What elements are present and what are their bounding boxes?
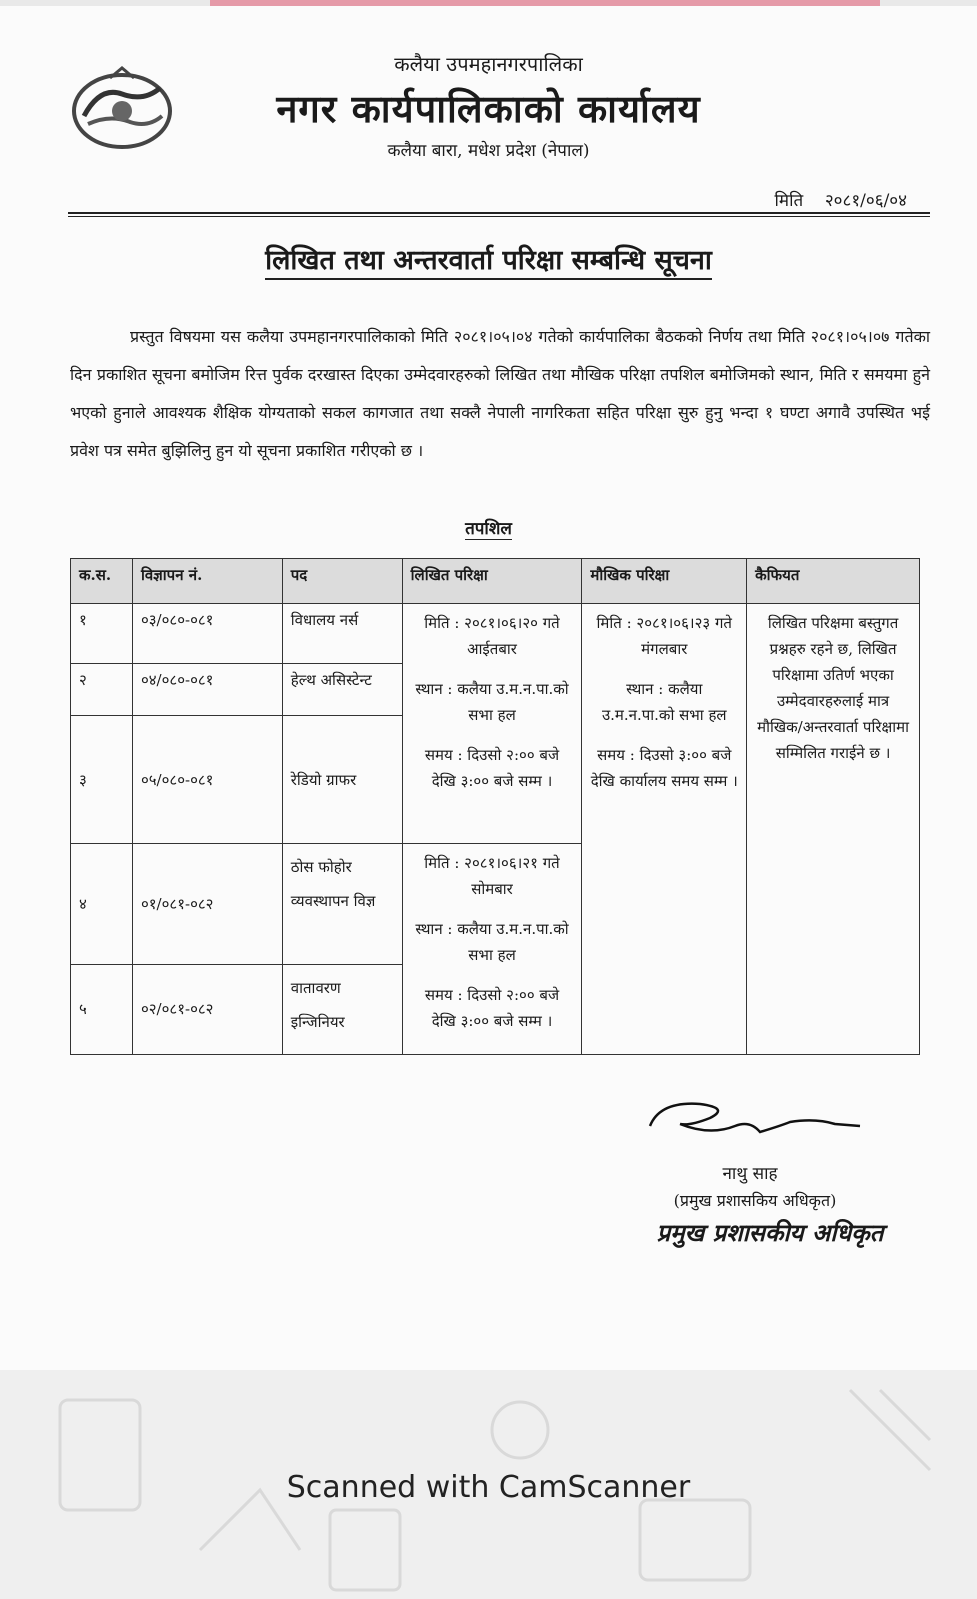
oral-exam-cell xyxy=(582,604,747,1055)
row-post: ठोस फोहोर व्यवस्थापन विज्ञ xyxy=(282,844,402,965)
written-1-place: स्थान : कलैया उ.म.न.पा.को सभा हल xyxy=(415,680,569,724)
date-label: मिति xyxy=(774,191,804,211)
header-post: पद xyxy=(282,559,402,604)
header-remarks: कैफियत xyxy=(747,559,920,604)
row-sn: ५ xyxy=(71,964,133,1054)
remarks-text: लिखित परिक्षमा बस्तुगत प्रश्नहरु रहने छ, लिखित परिक्षामा उतिर्ण भएका उम्मेदवारहरुलाई मात्र मौखिक/अन्तरवार्ता परिक्षामा सम्मिलित गराईने छ । xyxy=(757,614,909,762)
header-oral-exam: मौखिक परिक्षा xyxy=(582,559,747,604)
office-name: नगर कार्यपालिकाको कार्यालय xyxy=(276,86,701,131)
oral-time: समय : दिउसो ३:०० बजे देखि कार्यालय समय सम्म । xyxy=(590,746,738,790)
row-sn: २ xyxy=(71,664,133,716)
written-2-time: समय : दिउसो २:०० बजे देखि ३:०० बजे सम्म । xyxy=(424,986,560,1030)
date-value: २०८१/०६/०४ xyxy=(824,191,907,211)
row-ad-no: ०४/०८०-०८१ xyxy=(132,664,282,716)
signatory-title: (प्रमुख प्रशासकिय अधिकृत) xyxy=(673,1191,837,1210)
issue-date xyxy=(775,188,907,211)
written-1-date: मिति : २०८१।०६।२० गते आईतबार xyxy=(424,614,560,658)
row-ad-no: ०५/०८०-०८१ xyxy=(132,716,282,844)
row-post: हेल्थ असिस्टेन्ट xyxy=(282,664,402,716)
written-2-date: मिति : २०८१।०६।२१ गते सोमबार xyxy=(424,854,560,898)
oral-place: स्थान : कलैया उ.म.न.पा.को सभा हल xyxy=(601,680,727,724)
row-post: वातावरण इन्जिनियर xyxy=(282,964,402,1054)
remarks-cell xyxy=(747,604,920,1055)
row-ad-no: ०१/०८१-०८२ xyxy=(132,844,282,965)
row-sn: १ xyxy=(71,604,133,664)
table-caption: तपशिल xyxy=(465,519,512,539)
oral-date: मिति : २०८१।०६।२३ गते मंगलबार xyxy=(596,614,732,658)
signatory-name: नाथु साह xyxy=(722,1164,778,1184)
row-ad-no: ०३/०८०-०८१ xyxy=(132,604,282,664)
header-ad-no: विज्ञापन नं. xyxy=(132,559,282,604)
written-exam-group-1 xyxy=(402,604,582,844)
signature-icon xyxy=(640,1096,870,1146)
header-sn: क.स. xyxy=(71,559,133,604)
schedule-table xyxy=(70,558,920,1055)
header-rule-thin xyxy=(68,216,930,217)
document-page xyxy=(0,6,977,1370)
notice-title: लिखित तथा अन्तरवार्ता परिक्षा सम्बन्धि सूचना xyxy=(0,240,977,277)
written-2-place: स्थान : कलैया उ.म.न.पा.को सभा हल xyxy=(415,920,569,964)
office-address: कलैया बारा, मधेश प्रदेश (नेपाल) xyxy=(387,141,590,161)
row-sn: ४ xyxy=(71,844,133,965)
header-written-exam: लिखित परिक्षा xyxy=(402,559,582,604)
row-post: विधालय नर्स xyxy=(282,604,402,664)
table-header-row xyxy=(71,559,920,604)
letterhead xyxy=(0,6,977,226)
row-post: रेडियो ग्राफर xyxy=(282,716,402,844)
table-row xyxy=(71,604,920,664)
written-exam-group-2 xyxy=(402,844,582,1055)
municipality-name: कलैया उपमहानगरपालिका xyxy=(394,52,583,76)
row-ad-no: ०२/०८१-०८२ xyxy=(132,964,282,1054)
signatory-stamp: प्रमुख प्रशासकीय अधिकृत xyxy=(656,1218,884,1247)
written-1-time: समय : दिउसो २:०० बजे देखि ३:०० बजे सम्म । xyxy=(424,746,560,790)
notice-body: प्रस्तुत विषयमा यस कलैया उपमहानगरपालिकाको मिति २०८१।०५।०४ गतेको कार्यपालिका बैठकको निर्णय तथा मिति २०८१।०५।०७ गतेका दिन प्रकाशित सूचना बमोजिम रित्त पुर्वक दरखास्त दिएका उम्मेदवारहरुको लिखित तथा मौखिक परिक्षा तपशिल बमोजिमको स्थान, मिति र समयमा हुने भएको हुनाले आवश्यक शैक्षिक योग्यताको सकल कागजात तथा सक्लै नेपाली नागरिकता सहित परिक्षा सुरु हुनु भन्दा १ घण्टा अगावै उपस्थित भई प्रवेश पत्र समेत बुझिलिनु हुन यो सूचना प्रकाशित गरीएको छ । xyxy=(70,327,930,460)
camscanner-watermark: Scanned with CamScanner xyxy=(286,1470,691,1505)
row-sn: ३ xyxy=(71,716,133,844)
header-rule xyxy=(68,212,930,214)
